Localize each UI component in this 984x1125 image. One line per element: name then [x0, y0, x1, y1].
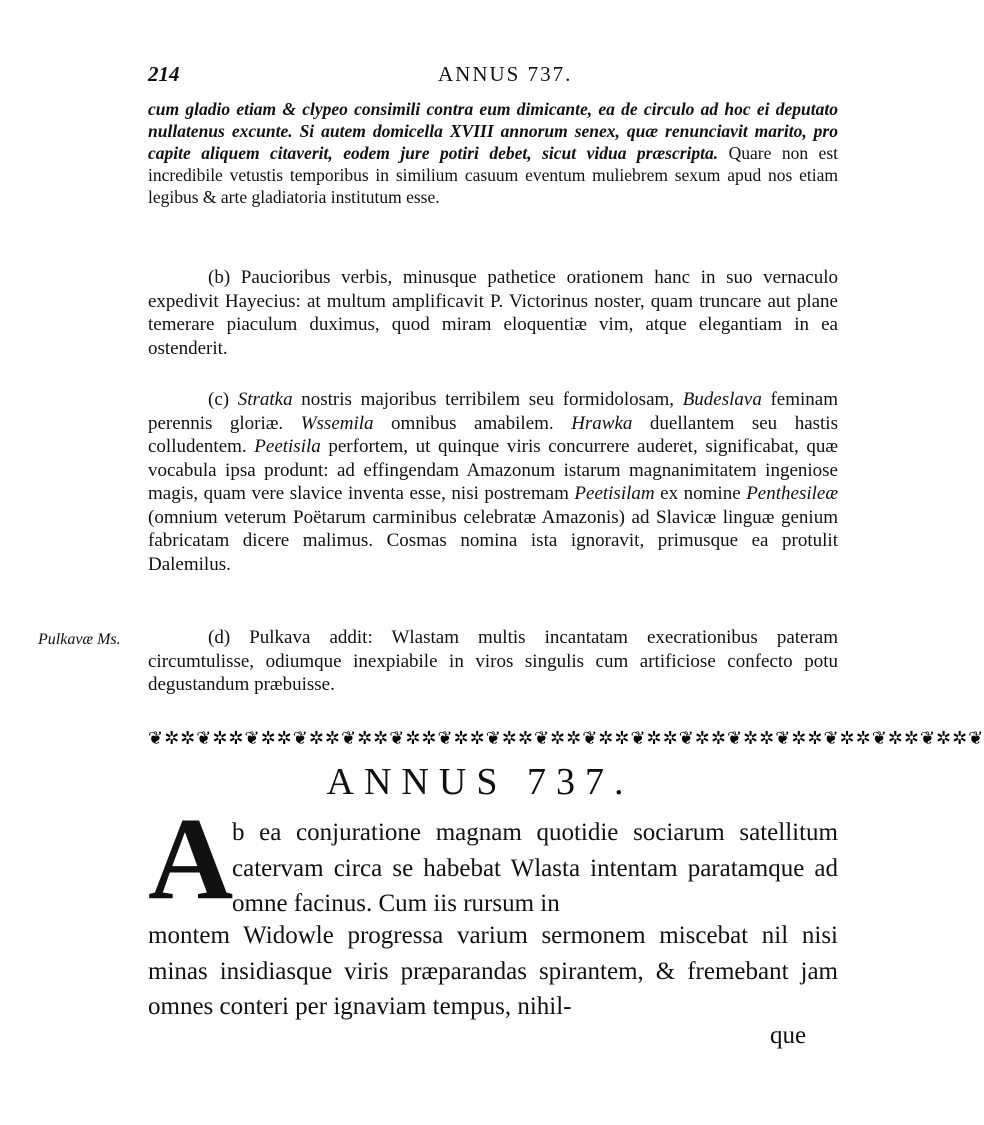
- footnote-c-name-hrawka: Hrawka: [571, 412, 633, 434]
- footnote-d-marker: (d): [208, 627, 231, 648]
- footnote-c-name-wssemila: Wssemila: [300, 412, 374, 434]
- footnote-c-name-stratka: Stratka: [237, 389, 293, 410]
- footnote-c-name-peetisila: Peetisila: [254, 436, 321, 457]
- footnote-b-text: Paucioribus verbis, minusque pathetice orationem hanc in suo vernaculo expedivit Hayecius: at multum amplificavit P. Victorinus noster, quam truncare aut plane temerare piaculum duximus, quod miram eloquentiæ vim, atque elegantiam in ea ostenderit.: [148, 267, 838, 359]
- body-paragraph-first-lines: b ea conjuratione magnam quotidie sociarum satellitum catervam circa se habebat Wlasta intentam paratamque ad omne facinus. Cum iis rursum in: [232, 819, 838, 917]
- body-paragraph-continuation: montem Widowle progressa varium sermonem miscebat nil nisi minas insidiasque viris præparandas spirantem, & fremebant jam omnes conteri per ignaviam tempus, nihil-: [148, 922, 838, 1020]
- footnote-a-roman-text: Quare non est incredibile vetustis temporibus in similium casuum eventum muliebrem sexum apud nos etiam legibus & arte gladiatoria institutum esse.: [148, 143, 838, 207]
- footnote-b-marker: (b): [208, 267, 231, 288]
- page-number: 214: [148, 62, 180, 86]
- footnote-c-name-budeslava: Budeslava: [682, 389, 762, 410]
- footnote-c: [148, 388, 838, 576]
- margin-note: Pulkavæ Ms.: [38, 631, 121, 648]
- page-header: [148, 62, 838, 90]
- footnote-c-text-7: (omnium veterum Poëtarum carminibus celebratæ Amazonis) ad Slavicæ linguæ genium fabricatam dicere malimus. Cosmas nomina ista ignoravit, primusque ea protulit Dalemilus.: [148, 506, 838, 575]
- footnote-b: [148, 266, 838, 360]
- footnote-a-italic-text: cum gladio etiam & clypeo consimili contra eum dimicante, ea de circulo ad hoc ei deputato nullatenus excunte. Si autem domicella XVIII annorum senex, quæ renunciavit marito, pro capite aliquem citaverit, eodem jure potiri debet, sicut vidua præscripta.: [148, 99, 838, 163]
- drop-cap: A: [148, 793, 234, 924]
- footnote-c-text-1: nostris majoribus terribilem seu formidolosam,: [292, 389, 683, 410]
- footnote-c-name-penthesileae: Penthesileæ: [746, 483, 838, 504]
- footnote-d: [148, 626, 838, 697]
- chapter-title: ANNUS 737.: [326, 761, 634, 803]
- catchword: que: [770, 1022, 807, 1049]
- footnote-c-text-2: feminam perennis gloriæ.: [148, 389, 839, 434]
- running-head: ANNUS 737.: [438, 62, 573, 86]
- footnote-c-text-5: perfortem, ut quinque viris concurrere auderet, significabat, quæ vocabula ipsa produnt: ad effingendam Amazonum istarum magnanimitatem ingeniose magis, quam vere slavice inventa esse, nisi postremam: [148, 436, 838, 504]
- footnote-c-text-6: ex nomine: [654, 483, 747, 504]
- footnote-d-text: Pulkava addit: Wlastam multis incantatam execrationibus pateram circumtulisse, odiumque inexpiabile in viros singulis cum artificiose confecto potu degustandum præbuisse.: [148, 627, 838, 695]
- footnote-a-continuation: [148, 98, 838, 208]
- footnote-c-name-peetisilam: Peetisilam: [574, 483, 655, 504]
- ornamental-rule: ❦✲✲❦✲✲❦✲✲❦✲✲❦✲✲❦✲✲❦✲✲❦✲✲❦✲✲❦✲✲❦✲✲❦✲✲❦✲✲❦✲✲❦✲✲❦✲✲❦✲✲❦: [148, 728, 984, 748]
- footnote-c-marker: (c): [208, 389, 230, 410]
- footnote-c-text-3: omnibus amabilem.: [373, 412, 572, 434]
- footnote-c-text-4: duellantem seu hastis colludentem.: [148, 412, 838, 457]
